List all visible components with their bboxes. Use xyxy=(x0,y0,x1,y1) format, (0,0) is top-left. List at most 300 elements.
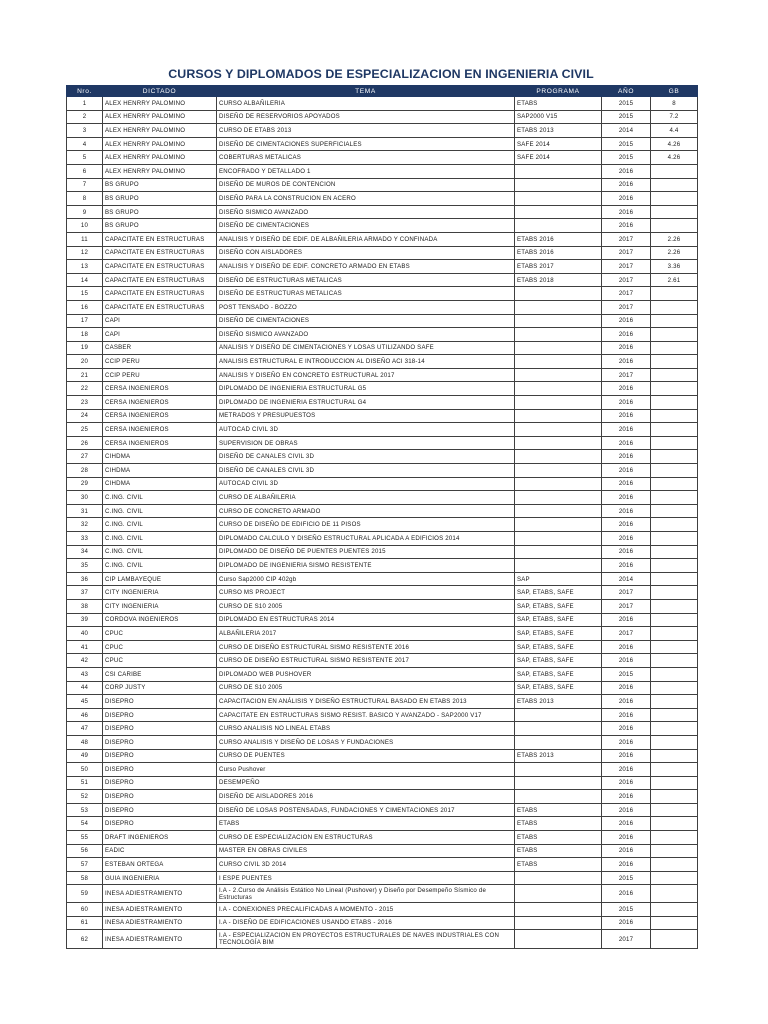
cell-tema: ETABS xyxy=(217,817,515,831)
cell-ano: 2016 xyxy=(602,314,651,328)
cell-ano: 2016 xyxy=(602,219,651,233)
cell-dictado: EADIC xyxy=(103,844,217,858)
cell-ano: 2016 xyxy=(602,735,651,749)
cell-programa xyxy=(515,916,602,930)
cell-programa xyxy=(515,355,602,369)
cell-programa: ETABS 2018 xyxy=(515,273,602,287)
cell-gb xyxy=(651,368,698,382)
cell-tema: DISEÑO PARA LA CONSTRUCION EN ACERO xyxy=(217,192,515,206)
cell-ano: 2016 xyxy=(602,817,651,831)
cell-ano: 2015 xyxy=(602,871,651,885)
cell-dictado: CITY INGENIERIA xyxy=(103,586,217,600)
cell-programa: SAP, ETABS, SAFE xyxy=(515,667,602,681)
table-row xyxy=(67,803,698,817)
cell-dictado: CAPACITATE EN ESTRUCTURAS xyxy=(103,232,217,246)
cell-nro: 27 xyxy=(67,450,103,464)
table-row xyxy=(67,246,698,260)
cell-programa: ETABS xyxy=(515,831,602,845)
cell-ano: 2016 xyxy=(602,803,651,817)
cell-dictado: DISEPRO xyxy=(103,722,217,736)
table-row xyxy=(67,97,698,111)
cell-nro: 58 xyxy=(67,871,103,885)
cell-programa xyxy=(515,314,602,328)
cell-dictado: C.ING. CIVIL xyxy=(103,491,217,505)
cell-gb xyxy=(651,749,698,763)
cell-nro: 30 xyxy=(67,491,103,505)
table-row xyxy=(67,409,698,423)
cell-ano: 2016 xyxy=(602,205,651,219)
table-row xyxy=(67,763,698,777)
cell-ano: 2014 xyxy=(602,572,651,586)
cell-nro: 29 xyxy=(67,477,103,491)
cell-programa: ETABS 2013 xyxy=(515,124,602,138)
cell-dictado: DISEPRO xyxy=(103,817,217,831)
cell-dictado: CIP LAMBAYEQUE xyxy=(103,572,217,586)
cell-gb: 4.4 xyxy=(651,124,698,138)
cell-tema: I ESPE PUENTES xyxy=(217,871,515,885)
cell-nro: 14 xyxy=(67,273,103,287)
cell-gb: 4.26 xyxy=(651,151,698,165)
cell-gb: 3.36 xyxy=(651,260,698,274)
cell-ano: 2016 xyxy=(602,491,651,505)
cell-ano: 2017 xyxy=(602,368,651,382)
cell-gb xyxy=(651,572,698,586)
table-row xyxy=(67,219,698,233)
cell-gb xyxy=(651,205,698,219)
cell-programa: SAP, ETABS, SAFE xyxy=(515,599,602,613)
cell-ano: 2016 xyxy=(602,681,651,695)
cell-programa: SAP, ETABS, SAFE xyxy=(515,681,602,695)
cell-ano: 2015 xyxy=(602,902,651,916)
cell-nro: 23 xyxy=(67,396,103,410)
cell-nro: 24 xyxy=(67,409,103,423)
cell-nro: 20 xyxy=(67,355,103,369)
cell-dictado: CORP JUSTY xyxy=(103,681,217,695)
cell-ano: 2016 xyxy=(602,654,651,668)
cell-ano: 2015 xyxy=(602,137,651,151)
cell-gb xyxy=(651,518,698,532)
cell-dictado: CITY INGENIERIA xyxy=(103,599,217,613)
cell-ano: 2016 xyxy=(602,178,651,192)
table-row xyxy=(67,627,698,641)
cell-gb xyxy=(651,871,698,885)
cell-ano: 2016 xyxy=(602,436,651,450)
cell-programa xyxy=(515,382,602,396)
cell-programa xyxy=(515,300,602,314)
cell-nro: 3 xyxy=(67,124,103,138)
cell-nro: 60 xyxy=(67,902,103,916)
table-row xyxy=(67,599,698,613)
cell-nro: 49 xyxy=(67,749,103,763)
cell-gb xyxy=(651,382,698,396)
cell-nro: 7 xyxy=(67,178,103,192)
cell-tema: DISEÑO DE CANALES CIVIL 3D xyxy=(217,464,515,478)
cell-tema: CURSO CIVIL 3D 2014 xyxy=(217,858,515,872)
table-row xyxy=(67,735,698,749)
cell-ano: 2016 xyxy=(602,504,651,518)
cell-tema: ANALISIS Y DISEÑO EN CONCRETO ESTRUCTURAL 2017 xyxy=(217,368,515,382)
cell-gb xyxy=(651,722,698,736)
cell-programa xyxy=(515,436,602,450)
cell-tema: DISEÑO CON AISLADORES xyxy=(217,246,515,260)
cell-gb xyxy=(651,599,698,613)
cell-nro: 62 xyxy=(67,930,103,949)
cell-programa xyxy=(515,368,602,382)
cell-tema: DIPLOMADO DE INGENIERIA ESTRUCTURAL G5 xyxy=(217,382,515,396)
cell-gb xyxy=(651,667,698,681)
cell-tema: DIPLOMADO DE DISEÑO DE PUENTES PUENTES 2015 xyxy=(217,545,515,559)
cell-gb xyxy=(651,627,698,641)
table-row xyxy=(67,205,698,219)
cell-dictado: INESA ADIESTRAMIENTO xyxy=(103,916,217,930)
table-row xyxy=(67,681,698,695)
cell-tema: I.A - DISEÑO DE EDIFICACIONES USANDO ETABS - 2016 xyxy=(217,916,515,930)
cell-gb: 2.26 xyxy=(651,246,698,260)
cell-nro: 22 xyxy=(67,382,103,396)
cell-gb xyxy=(651,790,698,804)
table-row xyxy=(67,749,698,763)
cell-tema: Curso Sap2000 CIP 402gb xyxy=(217,572,515,586)
cell-tema: CURSO ALBAÑILERIA xyxy=(217,97,515,111)
cell-ano: 2016 xyxy=(602,831,651,845)
cell-dictado: ALEX HENRRY PALOMINO xyxy=(103,124,217,138)
cell-nro: 35 xyxy=(67,559,103,573)
cell-tema: AUTOCAD CIVIL 3D xyxy=(217,423,515,437)
cell-gb: 7.2 xyxy=(651,110,698,124)
cell-gb xyxy=(651,396,698,410)
cell-nro: 52 xyxy=(67,790,103,804)
cell-dictado: CSI CARIBE xyxy=(103,667,217,681)
table-row xyxy=(67,654,698,668)
cell-nro: 44 xyxy=(67,681,103,695)
cell-dictado: ESTEBAN ORTEGA xyxy=(103,858,217,872)
cell-tema: DISEÑO DE CIMENTACIONES xyxy=(217,219,515,233)
cell-ano: 2016 xyxy=(602,355,651,369)
cell-programa xyxy=(515,518,602,532)
cell-gb xyxy=(651,192,698,206)
cell-programa: SAP, ETABS, SAFE xyxy=(515,613,602,627)
cell-tema: CURSO DE ETABS 2013 xyxy=(217,124,515,138)
table-row xyxy=(67,817,698,831)
cell-dictado: DISEPRO xyxy=(103,790,217,804)
cell-dictado: BS GRUPO xyxy=(103,219,217,233)
cell-dictado: CAPACITATE EN ESTRUCTURAS xyxy=(103,287,217,301)
cell-nro: 12 xyxy=(67,246,103,260)
table-row xyxy=(67,273,698,287)
table-row xyxy=(67,477,698,491)
cell-dictado: CORDOVA INGENIEROS xyxy=(103,613,217,627)
header-dictado: DICTADO xyxy=(103,86,217,97)
cell-tema: DISEÑO DE ESTRUCTURAS METALICAS xyxy=(217,273,515,287)
cell-dictado: CAPACITATE EN ESTRUCTURAS xyxy=(103,260,217,274)
cell-programa: ETABS 2013 xyxy=(515,695,602,709)
cell-gb xyxy=(651,328,698,342)
cell-tema: ANALISIS Y DISEÑO DE CIMENTACIONES Y LOSAS UTILIZANDO SAFE xyxy=(217,341,515,355)
cell-tema: CURSO DE S10 2005 xyxy=(217,681,515,695)
table-row xyxy=(67,504,698,518)
cell-programa xyxy=(515,464,602,478)
cell-nro: 13 xyxy=(67,260,103,274)
page-title: CURSOS Y DIPLOMADOS DE ESPECIALIZACION EN INGENIERIA CIVIL xyxy=(168,67,594,81)
cell-tema: DISEÑO DE AISLADORES 2016 xyxy=(217,790,515,804)
cell-programa xyxy=(515,178,602,192)
cell-ano: 2015 xyxy=(602,110,651,124)
table-row xyxy=(67,355,698,369)
cell-programa xyxy=(515,902,602,916)
table-row xyxy=(67,164,698,178)
cell-programa: SAP, ETABS, SAFE xyxy=(515,640,602,654)
cell-dictado: CIHDMA xyxy=(103,477,217,491)
header-tema: TEMA xyxy=(217,86,515,97)
cell-nro: 1 xyxy=(67,97,103,111)
table-row xyxy=(67,178,698,192)
cell-tema: CURSO DE DISEÑO DE EDIFICIO DE 11 PISOS xyxy=(217,518,515,532)
cell-tema: DISEÑO SISMICO AVANZADO xyxy=(217,205,515,219)
cell-ano: 2014 xyxy=(602,124,651,138)
cell-programa: SAFE 2014 xyxy=(515,137,602,151)
cell-tema: ENCOFRADO Y DETALLADO 1 xyxy=(217,164,515,178)
cell-nro: 37 xyxy=(67,586,103,600)
cell-dictado: CIHDMA xyxy=(103,464,217,478)
cell-nro: 48 xyxy=(67,735,103,749)
cell-dictado: CASBER xyxy=(103,341,217,355)
cell-programa xyxy=(515,423,602,437)
cell-ano: 2016 xyxy=(602,423,651,437)
cell-programa xyxy=(515,930,602,949)
cell-gb xyxy=(651,341,698,355)
cell-gb xyxy=(651,654,698,668)
cell-programa: ETABS 2016 xyxy=(515,246,602,260)
table-row xyxy=(67,137,698,151)
table-row xyxy=(67,232,698,246)
cell-dictado: ALEX HENRRY PALOMINO xyxy=(103,110,217,124)
cell-ano: 2016 xyxy=(602,776,651,790)
cell-dictado: DISEPRO xyxy=(103,695,217,709)
table-row xyxy=(67,151,698,165)
table-row xyxy=(67,396,698,410)
cell-tema: I.A - ESPECIALIZACION EN PROYECTOS ESTRUCTURALES DE NAVES INDUSTRIALES CON TECNOLOGÍA BIM xyxy=(217,930,515,949)
cell-programa: ETABS xyxy=(515,803,602,817)
cell-nro: 11 xyxy=(67,232,103,246)
table-row xyxy=(67,831,698,845)
cell-ano: 2016 xyxy=(602,545,651,559)
cell-dictado: CPUC xyxy=(103,654,217,668)
cell-nro: 6 xyxy=(67,164,103,178)
cell-gb xyxy=(651,287,698,301)
cell-ano: 2016 xyxy=(602,708,651,722)
cell-gb xyxy=(651,355,698,369)
cell-dictado: DISEPRO xyxy=(103,803,217,817)
cell-programa: ETABS 2017 xyxy=(515,260,602,274)
cell-nro: 31 xyxy=(67,504,103,518)
cell-nro: 33 xyxy=(67,532,103,546)
table-row xyxy=(67,464,698,478)
cell-ano: 2016 xyxy=(602,749,651,763)
cell-gb xyxy=(651,559,698,573)
cell-programa xyxy=(515,776,602,790)
cell-ano: 2016 xyxy=(602,640,651,654)
cell-nro: 39 xyxy=(67,613,103,627)
cell-gb xyxy=(651,450,698,464)
cell-programa xyxy=(515,396,602,410)
cell-nro: 41 xyxy=(67,640,103,654)
cell-programa xyxy=(515,409,602,423)
table-row xyxy=(67,192,698,206)
cell-dictado: ALEX HENRRY PALOMINO xyxy=(103,164,217,178)
cell-dictado: CERSA INGENIEROS xyxy=(103,423,217,437)
cell-ano: 2016 xyxy=(602,464,651,478)
cell-nro: 61 xyxy=(67,916,103,930)
cell-programa xyxy=(515,545,602,559)
cell-programa xyxy=(515,287,602,301)
table-row xyxy=(67,722,698,736)
cell-programa: ETABS xyxy=(515,97,602,111)
cell-nro: 21 xyxy=(67,368,103,382)
cell-dictado: C.ING. CIVIL xyxy=(103,559,217,573)
table-row xyxy=(67,491,698,505)
cell-ano: 2017 xyxy=(602,260,651,274)
cell-tema: CURSO DE DISEÑO ESTRUCTURAL SISMO RESISTENTE 2016 xyxy=(217,640,515,654)
cell-dictado: DISEPRO xyxy=(103,735,217,749)
cell-nro: 57 xyxy=(67,858,103,872)
cell-ano: 2017 xyxy=(602,300,651,314)
cell-ano: 2015 xyxy=(602,667,651,681)
table-row xyxy=(67,640,698,654)
cell-dictado: CCIP PERU xyxy=(103,368,217,382)
cell-ano: 2017 xyxy=(602,599,651,613)
cell-nro: 51 xyxy=(67,776,103,790)
cell-tema: CURSO MS PROJECT xyxy=(217,586,515,600)
cell-nro: 50 xyxy=(67,763,103,777)
cell-programa xyxy=(515,450,602,464)
cell-tema: CURSO DE S10 2005 xyxy=(217,599,515,613)
cell-tema: MASTER EN OBRAS CIVILES xyxy=(217,844,515,858)
cell-gb xyxy=(651,916,698,930)
table-row xyxy=(67,930,698,949)
cell-gb xyxy=(651,803,698,817)
cell-programa xyxy=(515,763,602,777)
courses-table xyxy=(66,85,698,949)
cell-gb xyxy=(651,844,698,858)
cell-tema: ANALISIS ESTRUCTURAL E INTRODUCCION AL DISEÑO ACI 318-14 xyxy=(217,355,515,369)
cell-ano: 2016 xyxy=(602,328,651,342)
cell-programa: ETABS 2013 xyxy=(515,749,602,763)
cell-tema: DIPLOMADO WEB PUSHOVER xyxy=(217,667,515,681)
cell-programa xyxy=(515,735,602,749)
cell-tema: DIPLOMADO CALCULO Y DISEÑO ESTRUCTURAL APLICADA A EDIFICIOS 2014 xyxy=(217,532,515,546)
cell-ano: 2016 xyxy=(602,396,651,410)
cell-gb: 2.26 xyxy=(651,232,698,246)
table-row xyxy=(67,300,698,314)
cell-tema: I.A - CONEXIONES PRECALIFICADAS A MOMENTO - 2015 xyxy=(217,902,515,916)
cell-ano: 2016 xyxy=(602,409,651,423)
cell-nro: 4 xyxy=(67,137,103,151)
cell-tema: DISEÑO DE MUROS DE CONTENCION xyxy=(217,178,515,192)
cell-ano: 2016 xyxy=(602,844,651,858)
cell-tema: ALBAÑILERIA 2017 xyxy=(217,627,515,641)
cell-dictado: BS GRUPO xyxy=(103,192,217,206)
cell-gb xyxy=(651,423,698,437)
cell-tema: COBERTURAS METALICAS xyxy=(217,151,515,165)
cell-tema: AUTOCAD CIVIL 3D xyxy=(217,477,515,491)
header-programa: PROGRAMA xyxy=(515,86,602,97)
cell-gb: 8 xyxy=(651,97,698,111)
cell-nro: 47 xyxy=(67,722,103,736)
cell-ano: 2016 xyxy=(602,341,651,355)
cell-tema: CURSO DE DISEÑO ESTRUCTURAL SISMO RESISTENTE 2017 xyxy=(217,654,515,668)
header-gb: GB xyxy=(651,86,698,97)
cell-tema: Curso Pushover xyxy=(217,763,515,777)
cell-programa: ETABS 2016 xyxy=(515,232,602,246)
cell-dictado: BS GRUPO xyxy=(103,205,217,219)
cell-gb xyxy=(651,219,698,233)
cell-programa xyxy=(515,164,602,178)
table-row xyxy=(67,545,698,559)
cell-nro: 43 xyxy=(67,667,103,681)
cell-programa: ETABS xyxy=(515,844,602,858)
cell-ano: 2015 xyxy=(602,97,651,111)
cell-dictado: CERSA INGENIEROS xyxy=(103,382,217,396)
cell-dictado: CPUC xyxy=(103,627,217,641)
cell-nro: 19 xyxy=(67,341,103,355)
table-row xyxy=(67,450,698,464)
cell-tema: DIPLOMADO EN ESTRUCTURAS 2014 xyxy=(217,613,515,627)
cell-programa xyxy=(515,722,602,736)
cell-nro: 18 xyxy=(67,328,103,342)
cell-gb xyxy=(651,409,698,423)
table-row xyxy=(67,844,698,858)
cell-nro: 34 xyxy=(67,545,103,559)
cell-dictado: DRAFT INGENIEROS xyxy=(103,831,217,845)
cell-tema: I.A - 2.Curso de Análisis Estático No Lineal (Pushover) y Diseño por Desempeño Sísmico de Estructuras xyxy=(217,885,515,903)
cell-dictado: BS GRUPO xyxy=(103,178,217,192)
cell-ano: 2017 xyxy=(602,930,651,949)
header-nro: Nro. xyxy=(67,86,103,97)
cell-dictado: CAPACITATE EN ESTRUCTURAS xyxy=(103,246,217,260)
cell-ano: 2016 xyxy=(602,382,651,396)
cell-ano: 2016 xyxy=(602,192,651,206)
table-row xyxy=(67,916,698,930)
cell-dictado: GUIA INGENIERIA xyxy=(103,871,217,885)
cell-gb xyxy=(651,300,698,314)
cell-gb xyxy=(651,586,698,600)
table-row xyxy=(67,341,698,355)
table-header-row xyxy=(67,86,698,97)
cell-programa xyxy=(515,504,602,518)
table-row xyxy=(67,328,698,342)
cell-dictado: ALEX HENRRY PALOMINO xyxy=(103,137,217,151)
table-row xyxy=(67,586,698,600)
cell-tema: DIPLOMADO DE INGENIERIA ESTRUCTURAL G4 xyxy=(217,396,515,410)
cell-ano: 2016 xyxy=(602,532,651,546)
cell-gb xyxy=(651,436,698,450)
cell-dictado: CAPACITATE EN ESTRUCTURAS xyxy=(103,300,217,314)
table-row xyxy=(67,790,698,804)
cell-gb xyxy=(651,464,698,478)
cell-programa xyxy=(515,708,602,722)
cell-dictado: C.ING. CIVIL xyxy=(103,532,217,546)
cell-dictado: CCIP PERU xyxy=(103,355,217,369)
cell-tema: CAPACITATE EN ESTRUCTURAS SISMO RESIST. BASICO Y AVANZADO - SAP2000 V17 xyxy=(217,708,515,722)
table-row xyxy=(67,110,698,124)
cell-tema: SUPERVISION DE OBRAS xyxy=(217,436,515,450)
cell-programa xyxy=(515,219,602,233)
cell-programa: SAP, ETABS, SAFE xyxy=(515,586,602,600)
cell-ano: 2017 xyxy=(602,273,651,287)
cell-tema: DISEÑO DE RESERVORIOS APOYADOS xyxy=(217,110,515,124)
cell-ano: 2017 xyxy=(602,287,651,301)
cell-dictado: DISEPRO xyxy=(103,776,217,790)
